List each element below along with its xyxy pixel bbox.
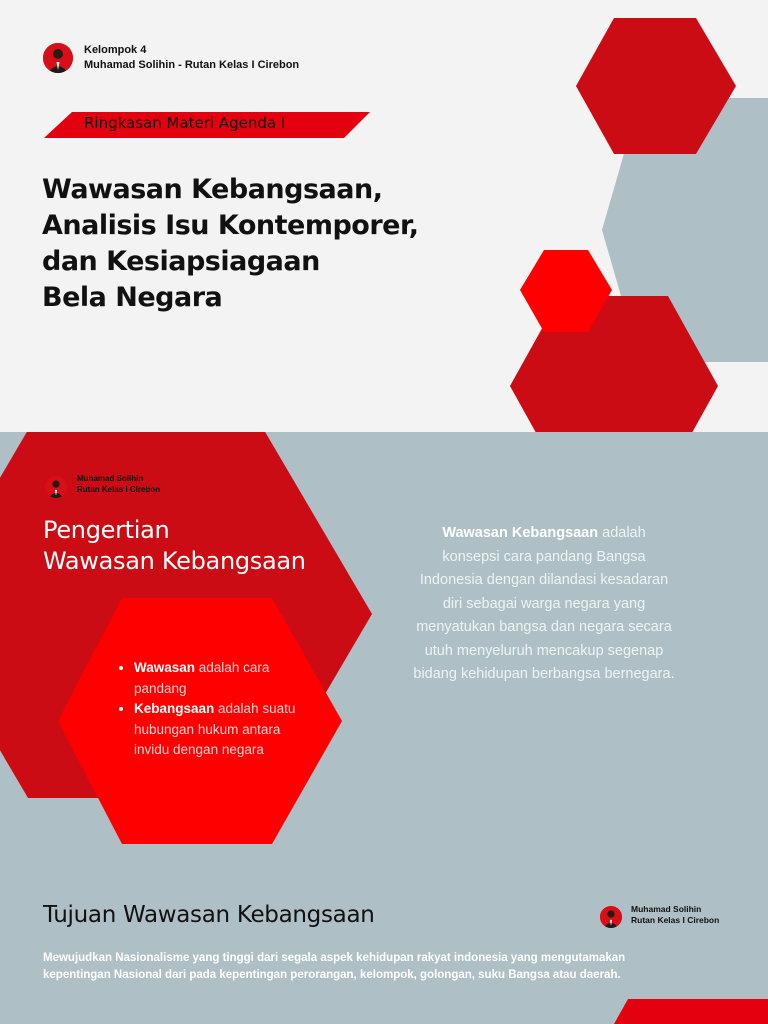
bullet-text: adalah suatu hubungan hukum antara invidu dengan negara [134, 701, 296, 757]
profile-photo-icon [600, 906, 622, 928]
section-author-block [77, 474, 160, 496]
section-title-line: Pengertian [43, 516, 170, 544]
author-org: Rutan Kelas I Cirebon [77, 484, 161, 494]
group-name: Kelompok 4 [84, 44, 147, 56]
header-author-block [84, 43, 299, 73]
author-name: Muhamad Solihin - Rutan Kelas I Cirebon [84, 58, 300, 71]
title-line: Analisis Isu Kontemporer, [42, 210, 419, 241]
avatar [600, 906, 622, 928]
tujuan-paragraph: Mewujudkan Nasionalisme yang tinggi dari segala aspek kehidupan rakyat indonesia yang mengutamakan kepentingan Nasional dari pada kepentingan perorangan, kelompok, golongan, suku Bangsa atau daerah. [43, 952, 626, 981]
definition-text: adalah konsepsi cara pandang Bangsa Indonesia dengan dilandasi kesadaran diri sebagai warga negara yang menyatukan bangsa dan negara secara utuh menyeluruh mencakup segenap bidang kehidupan berbangsa bernegara. [413, 525, 675, 682]
section-title-tujuan: Tujuan Wawasan Kebangsaan [43, 902, 375, 928]
section-title-line: Wawasan Kebangsaan [43, 547, 306, 575]
author-name: Muhamad Solihin [77, 474, 144, 483]
definition-term: Wawasan Kebangsaan [442, 525, 599, 541]
avatar [45, 476, 67, 498]
title-line: dan Kesiapsiagaan [42, 246, 320, 277]
definition-paragraph [412, 522, 676, 687]
bullet-term: Kebangsaan [134, 701, 215, 716]
section-title-pengertian [43, 515, 306, 577]
bullet-text: adalah cara pandang [134, 660, 270, 696]
avatar [43, 43, 73, 73]
definition-bullets [118, 658, 306, 761]
author-name: Muhamad Solihin [631, 904, 702, 914]
list-item [134, 699, 306, 761]
profile-photo-icon [43, 43, 73, 73]
bullet-term: Wawasan [134, 660, 196, 675]
corner-red-shape [614, 999, 768, 1024]
title-line: Wawasan Kebangsaan, [42, 174, 383, 205]
cover-section [0, 0, 768, 432]
author-org: Rutan Kelas I Cirebon [631, 915, 720, 926]
page-title [42, 172, 419, 316]
ribbon-label: Ringkasan Materi Agenda I [84, 114, 286, 132]
list-item [134, 658, 306, 699]
profile-photo-icon [45, 476, 67, 498]
title-line: Bela Negara [42, 282, 223, 313]
section-author-block [631, 904, 719, 927]
